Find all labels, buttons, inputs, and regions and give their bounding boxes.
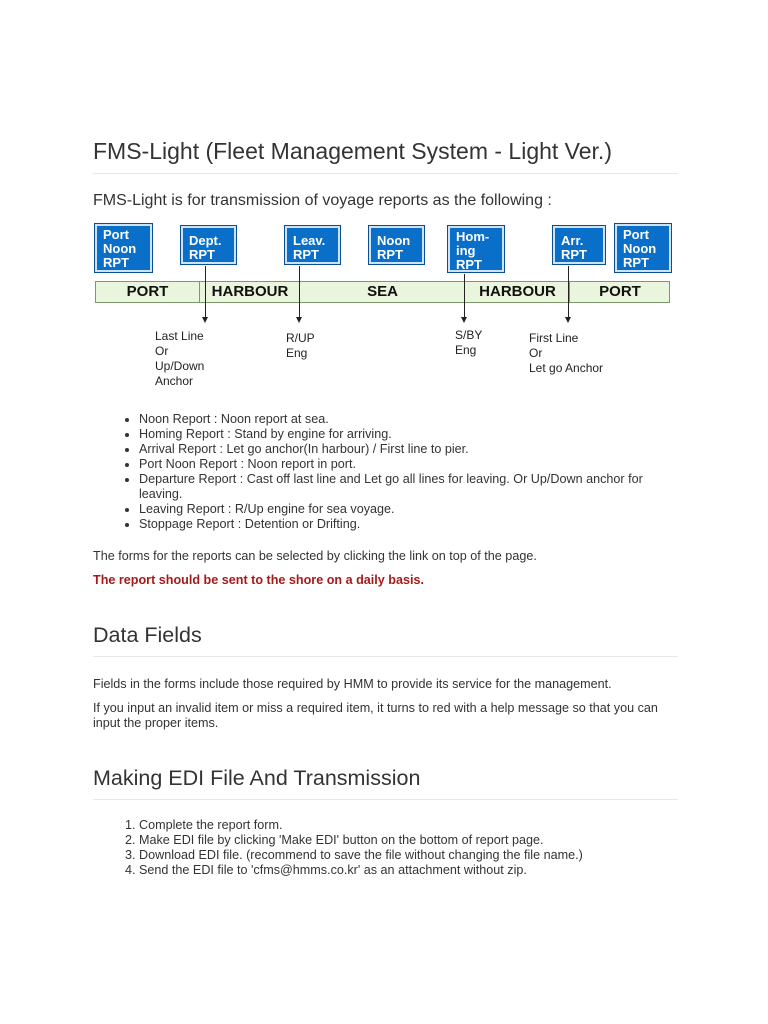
note-last-line: Last Line Or Up/Down Anchor	[155, 329, 205, 388]
note-first-line: First Line Or Let go Anchor	[529, 331, 604, 375]
report-box-leav: Leav. RPT	[285, 226, 340, 264]
list-item: • Arrival Report : Let go anchor(In harbour) / First line to pier.	[139, 442, 679, 457]
segment-harbour-1: HARBOUR	[199, 282, 300, 302]
report-box-port-noon-1: Port Noon RPT	[95, 224, 152, 272]
data-fields-p2: If you input an invalid item or miss a required item, it turns to red with a help message so that you can input the proper items.	[93, 701, 658, 730]
list-item: 3. Download EDI file. (recommend to save the file without changing the file name.)	[139, 848, 679, 863]
edi-heading: Making EDI File And Transmission	[93, 766, 678, 800]
list-item: • Port Noon Report : Noon report in port.	[139, 457, 679, 472]
timeline-bar	[95, 281, 670, 303]
list-item: 4. Send the EDI file to 'cfms@hmms.co.kr' as an attachment without zip.	[139, 863, 679, 878]
list-item: • Leaving Report : R/Up engine for sea voyage.	[139, 502, 679, 517]
list-item: • Homing Report : Stand by engine for arriving.	[139, 427, 679, 442]
arrow-leav	[299, 266, 300, 318]
edi-steps-list	[93, 818, 679, 878]
report-box-arr: Arr. RPT	[553, 226, 605, 264]
list-item: 1. Complete the report form.	[139, 818, 679, 833]
segment-harbour-2: HARBOUR	[464, 282, 570, 302]
voyage-report-diagram	[93, 222, 673, 392]
daily-warning: The report should be sent to the shore on a daily basis.	[93, 573, 424, 587]
report-box-port-noon-2: Port Noon RPT	[615, 224, 671, 272]
arrow-arr	[568, 266, 569, 318]
segment-port-1: PORT	[126, 283, 169, 300]
report-box-homing: Hom- ing RPT	[448, 226, 504, 272]
arrow-homing	[464, 274, 465, 318]
intro-text: FMS-Light is for transmission of voyage reports as the following :	[93, 192, 552, 209]
arrow-dept	[205, 266, 206, 318]
list-item: 2. Make EDI file by clicking 'Make EDI' button on the bottom of report page.	[139, 833, 679, 848]
page-title: FMS-Light (Fleet Management System - Light Ver.)	[93, 138, 678, 174]
segment-sea: SEA	[299, 282, 465, 302]
list-item: • Departure Report : Cast off last line and Let go all lines for leaving. Or Up/Down anchor for leaving.	[139, 472, 679, 502]
report-box-noon: Noon RPT	[369, 226, 424, 264]
note-rup-eng: R/UP Eng	[286, 331, 315, 360]
forms-text: The forms for the reports can be selected by clicking the link on top of the page.	[93, 549, 537, 563]
data-fields-heading: Data Fields	[93, 623, 678, 657]
list-item: • Stoppage Report : Detention or Drifting.	[139, 517, 679, 532]
report-box-dept: Dept. RPT	[181, 226, 236, 264]
report-list	[93, 412, 679, 532]
data-fields-p1: Fields in the forms include those required by HMM to provide its service for the management.	[93, 677, 612, 691]
note-sby-eng: S/BY Eng	[455, 328, 483, 357]
segment-port-2: PORT	[569, 282, 670, 302]
list-item: • Noon Report : Noon report at sea.	[139, 412, 679, 427]
